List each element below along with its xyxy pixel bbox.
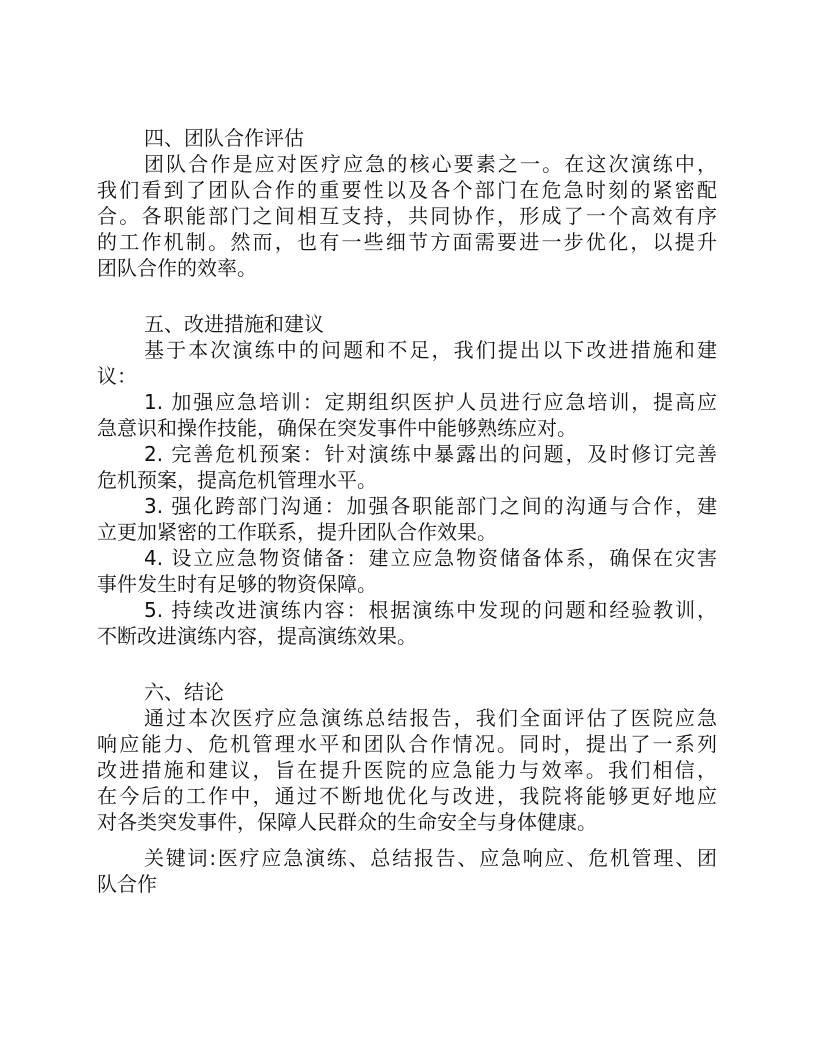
paragraph-line: 基于本次演练中的问题和不足，我们提出以下改进措施和建 bbox=[144, 338, 717, 362]
paragraph-line: 我们看到了团队合作的重要性以及各个部门在危急时刻的紧密配 bbox=[97, 178, 717, 202]
list-item-line: 2. 完善危机预案：针对演练中暴露出的问题，及时修订完善 bbox=[144, 442, 717, 466]
list-item-line: 急意识和操作技能，确保在突发事件中能够熟练应对。 bbox=[97, 416, 577, 440]
list-item-line: 事件发生时有足够的物资保障。 bbox=[97, 572, 377, 596]
paragraph-line: 在今后的工作中，通过不断地优化与改进，我院将能够更好地应 bbox=[97, 784, 717, 808]
list-item-line: 立更加紧密的工作联系，提升团队合作效果。 bbox=[97, 520, 497, 544]
section-team-evaluation bbox=[97, 125, 717, 281]
paragraph-line: 响应能力、危机管理水平和团队合作情况。同时，提出了一系列 bbox=[97, 732, 717, 756]
list-item-line: 3. 强化跨部门沟通：加强各职能部门之间的沟通与合作，建 bbox=[144, 494, 717, 518]
paragraph-line: 的工作机制。然而，也有一些细节方面需要进一步优化，以提升 bbox=[97, 230, 717, 254]
keywords bbox=[97, 845, 717, 897]
keywords-line: 队合作 bbox=[97, 872, 157, 896]
section-improvements bbox=[97, 311, 717, 649]
section-conclusion bbox=[97, 679, 717, 835]
list-item-line: 不断改进演练内容，提高演练效果。 bbox=[97, 624, 417, 648]
paragraph-line: 通过本次医疗应急演练总结报告，我们全面评估了医院应急 bbox=[144, 706, 717, 730]
list-item-line: 4. 设立应急物资储备：建立应急物资储备体系，确保在灾害 bbox=[144, 546, 717, 570]
list-item-line: 5. 持续改进演练内容：根据演练中发现的问题和经验教训， bbox=[144, 598, 717, 622]
paragraph-line: 改进措施和建议，旨在提升医院的应急能力与效率。我们相信， bbox=[97, 758, 717, 782]
section-heading: 六、结论 bbox=[144, 680, 224, 704]
section-heading: 四、团队合作评估 bbox=[144, 126, 304, 150]
paragraph-line: 团队合作是应对医疗应急的核心要素之一。在这次演练中， bbox=[144, 152, 717, 176]
keywords-line: 关键词:医疗应急演练、总结报告、应急响应、危机管理、团 bbox=[144, 846, 717, 870]
section-heading: 五、改进措施和建议 bbox=[144, 312, 324, 336]
list-item-line: 1. 加强应急培训：定期组织医护人员进行应急培训，提高应 bbox=[144, 390, 717, 414]
paragraph-line: 团队合作的效率。 bbox=[97, 256, 257, 280]
paragraph-line: 议： bbox=[97, 364, 137, 388]
list-item-line: 危机预案，提高危机管理水平。 bbox=[97, 468, 377, 492]
paragraph-line: 对各类突发事件，保障人民群众的生命安全与身体健康。 bbox=[97, 810, 597, 834]
paragraph-line: 合。各职能部门之间相互支持，共同协作，形成了一个高效有序 bbox=[97, 204, 717, 228]
